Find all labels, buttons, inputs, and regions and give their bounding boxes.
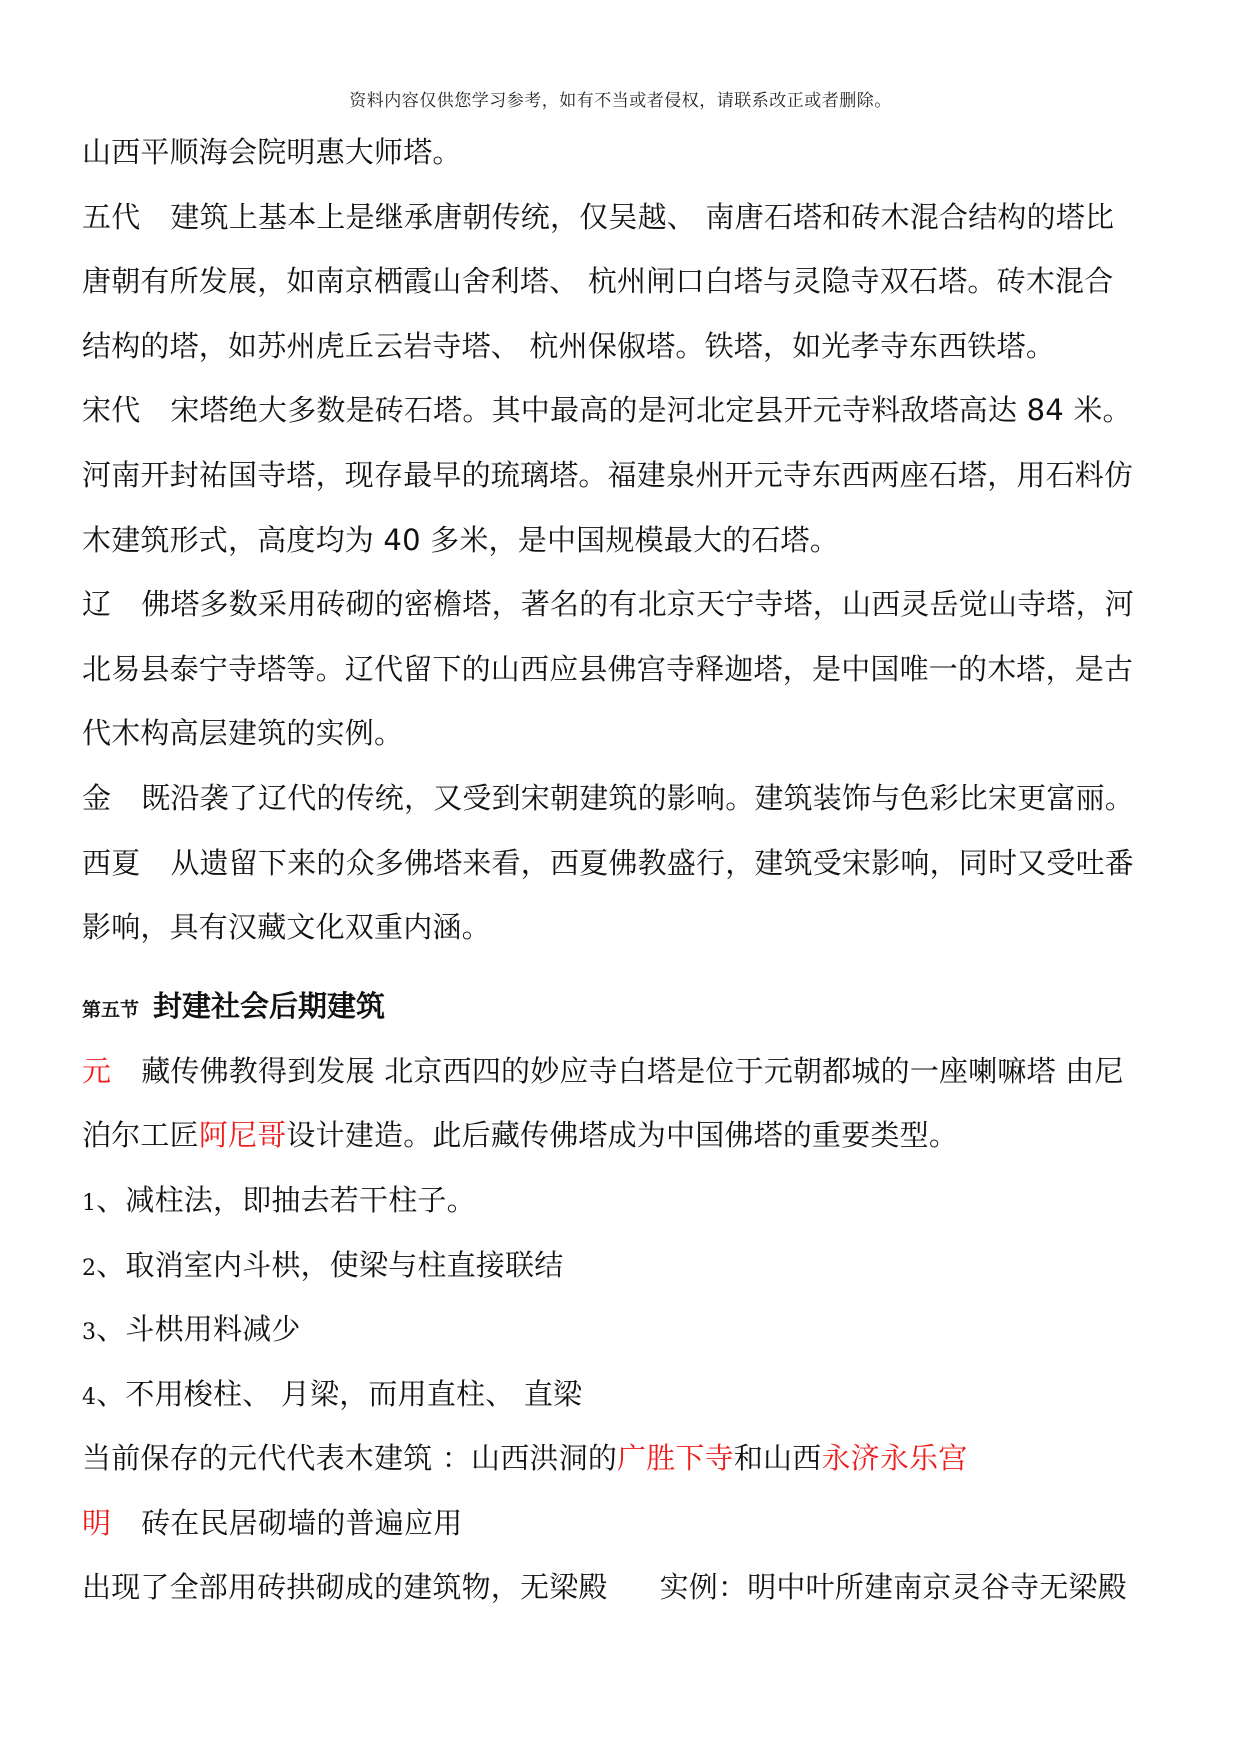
preserved-text-b: 和山西 (733, 1441, 822, 1476)
ming-line-1 (82, 1491, 1168, 1556)
section-spacer (82, 960, 1168, 973)
era-label-xixia: 西夏 (82, 845, 141, 880)
list-number: 1 (82, 1190, 97, 1216)
yuan-text-1: 藏传佛教得到发展 北京西四的妙应寺白塔是位于元朝都城的一座喇嘛塔 由尼 (141, 1053, 1124, 1088)
song-line-3: 木建筑形式，高度均为 40 多米，是中国规模最大的石塔。 (82, 522, 839, 557)
jin-text-1: 既沿袭了辽代的传统，又受到宋朝建筑的影响。建筑装饰与色彩比宋更富丽。 (141, 780, 1135, 815)
list-item (82, 1362, 1168, 1427)
copyright-notice: 资料内容仅供您学习参考，如有不当或者侵权，请联系改正或者删除。 (349, 91, 892, 111)
preserved-buildings-line (82, 1426, 1168, 1491)
last-text-a: 出现了全部用砖拱砌成的建筑物，无梁殿 (82, 1570, 608, 1605)
paragraph-line: 山西平顺海会院明惠大师塔。 (82, 135, 462, 169)
highlight-aniko: 阿尼哥 (198, 1118, 287, 1153)
list-item (82, 1297, 1168, 1362)
list-text: 、不用梭柱、 月梁，而用直柱、 直梁 (96, 1376, 583, 1411)
list-number: 3 (82, 1320, 97, 1346)
ming-text-1: 砖在民居砌墙的普遍应用 (141, 1505, 463, 1540)
era-label-liao: 辽 (82, 587, 112, 622)
yuan-text-2a: 泊尔工匠 (82, 1118, 199, 1153)
document-body (82, 120, 1168, 1620)
era-label-song: 宋代 (82, 393, 141, 428)
era-label-yuan: 元 (82, 1053, 112, 1088)
highlight-guangsheng: 广胜下寺 (617, 1441, 734, 1476)
xixia-line-1 (82, 831, 1168, 896)
section-heading (82, 973, 1168, 1039)
list-item (82, 1233, 1168, 1298)
list-text: 、减柱法，即抽去若干柱子。 (96, 1182, 476, 1217)
era-label-jin: 金 (82, 780, 112, 815)
list-number: 2 (82, 1255, 97, 1281)
preserved-text-a: 当前保存的元代代表木建筑 ：山西洪洞的 (82, 1441, 618, 1476)
section-title: 封建社会后期建筑 (153, 988, 386, 1023)
highlight-yongle: 永济永乐宫 (821, 1441, 968, 1476)
era-label-ming: 明 (82, 1505, 112, 1540)
song-text-1: 宋塔绝大多数是砖石塔。其中最高的是河北定县开元寺料敌塔高达 84 米。 (170, 393, 1132, 428)
wudai-line-3: 结构的塔，如苏州虎丘云岩寺塔、 杭州保俶塔。铁塔，如光孝寺东西铁塔。 (82, 328, 1056, 363)
wudai-line-2: 唐朝有所发展，如南京栖霞山舍利塔、 杭州闸口白塔与灵隐寺双石塔。砖木混合 (82, 264, 1114, 299)
list-number: 4 (82, 1384, 97, 1410)
list-text: 、取消室内斗栱，使梁与柱直接联结 (96, 1247, 564, 1282)
song-line-2: 河南开封祐国寺塔，现存最早的琉璃塔。福建泉州开元寺东西两座石塔，用石料仿 (82, 457, 1134, 492)
last-text-b: 实例：明中叶所建南京灵谷寺无梁殿 (659, 1570, 1127, 1605)
song-line-1 (82, 378, 1168, 443)
liao-line-3: 代木构高层建筑的实例。 (82, 716, 404, 751)
wudai-line-1 (82, 185, 1168, 250)
last-line (82, 1555, 1168, 1620)
liao-text-1: 佛塔多数采用砖砌的密檐塔，著名的有北京天宁寺塔，山西灵岳觉山寺塔，河 (141, 587, 1135, 622)
section-label: 第五节 (82, 998, 140, 1021)
yuan-line-1 (82, 1039, 1168, 1104)
xixia-line-2: 影响，具有汉藏文化双重内涵。 (82, 910, 491, 945)
list-item (82, 1168, 1168, 1233)
yuan-text-2b: 设计建造。此后藏传佛塔成为中国佛塔的重要类型。 (286, 1118, 959, 1153)
xixia-text-1: 从遗留下来的众多佛塔来看，西夏佛教盛行，建筑受宋影响，同时又受吐番 (170, 845, 1135, 880)
list-text: 、斗栱用料减少 (96, 1312, 301, 1347)
yuan-line-2 (82, 1103, 1168, 1168)
era-label-wudai: 五代 (82, 199, 141, 234)
liao-line-1 (82, 572, 1168, 637)
liao-line-2: 北易县泰宁寺塔等。辽代留下的山西应县佛宫寺释迦塔，是中国唯一的木塔，是古 (82, 651, 1134, 686)
wudai-text-1: 建筑上基本上是继承唐朝传统，仅吴越、 南唐石塔和砖木混合结构的塔比 (170, 199, 1115, 234)
jin-line-1 (82, 766, 1168, 831)
